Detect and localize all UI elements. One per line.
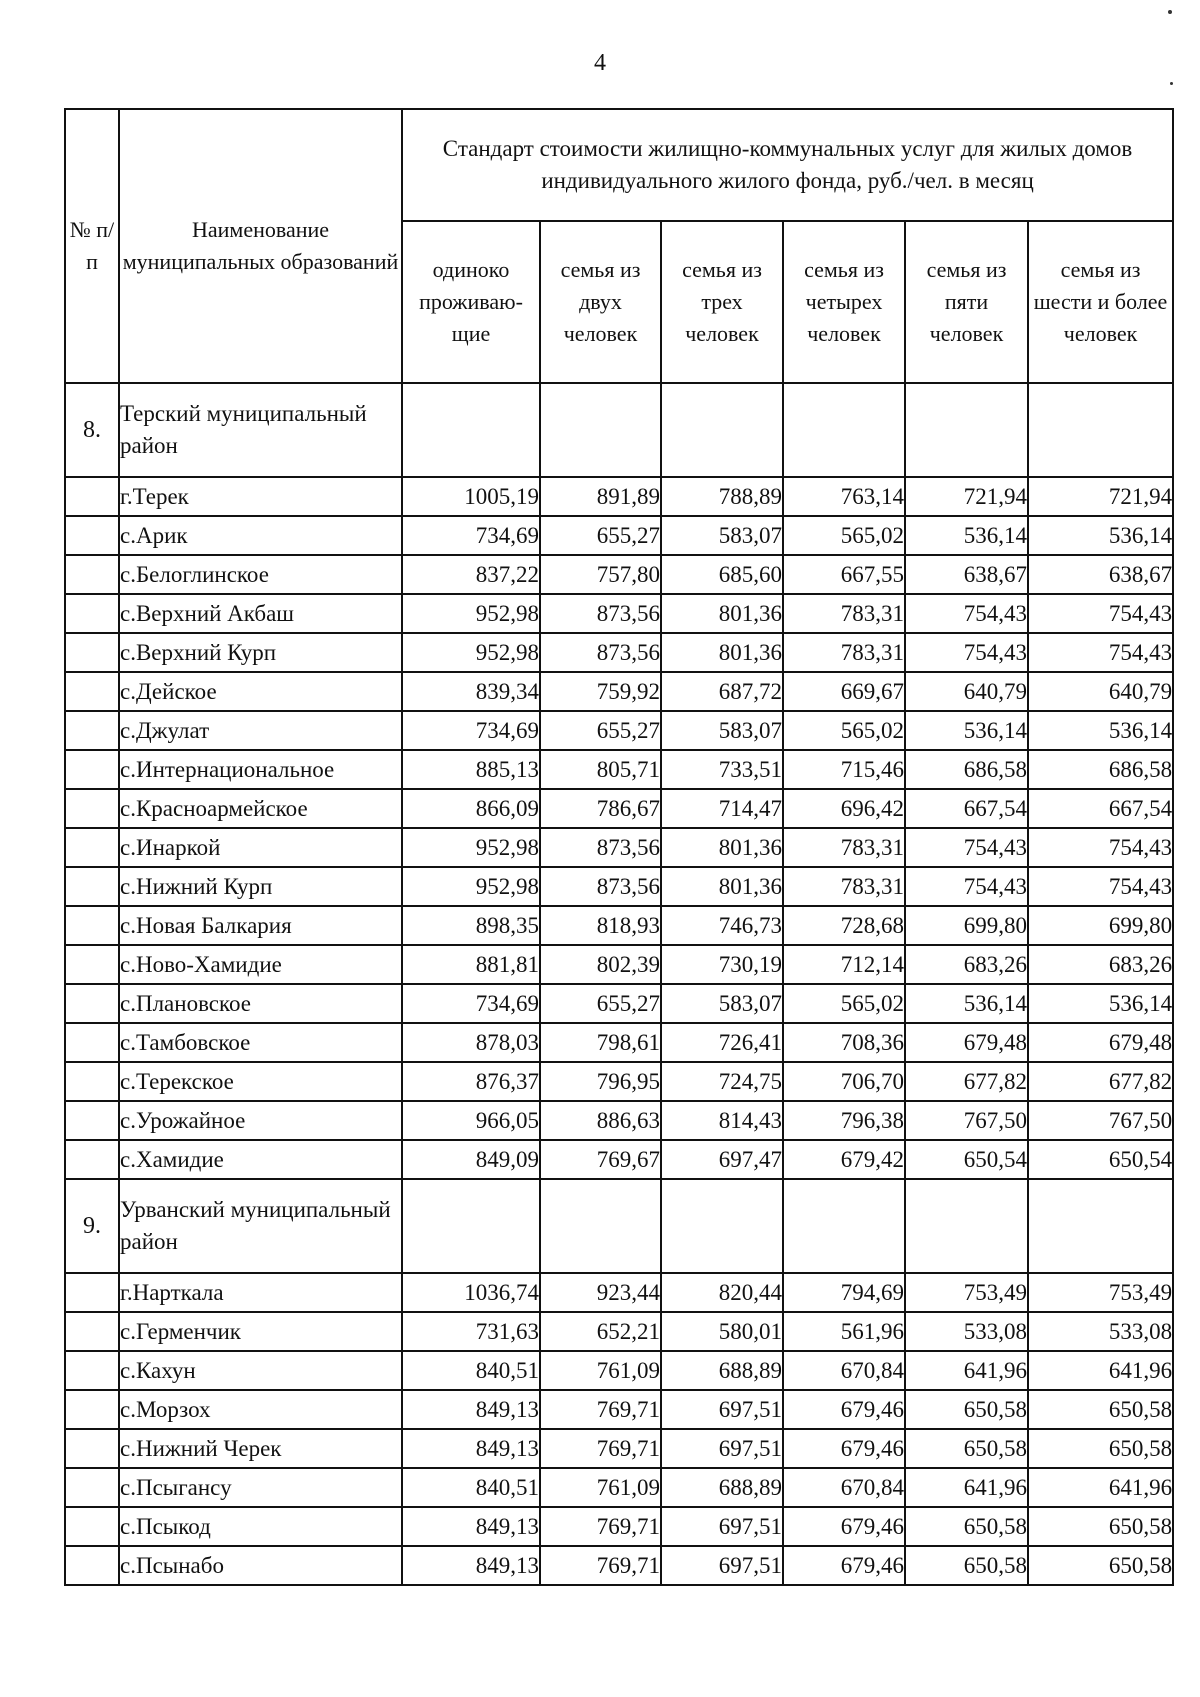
table-row	[65, 1023, 1173, 1062]
cost-value: 849,13	[402, 1507, 540, 1546]
cost-value: 754,43	[1028, 867, 1173, 906]
cost-value: 699,80	[1028, 906, 1173, 945]
page-number: 4	[594, 50, 606, 76]
cost-value: 767,50	[905, 1101, 1028, 1140]
district-name: Урванский муниципальный район	[119, 1179, 402, 1273]
cost-value: 638,67	[1028, 555, 1173, 594]
empty-cell	[402, 383, 540, 477]
settlement-name: с.Белоглинское	[119, 555, 402, 594]
cost-value: 679,42	[783, 1140, 905, 1179]
cost-value: 669,67	[783, 672, 905, 711]
cost-value: 721,94	[905, 477, 1028, 516]
table-row	[65, 750, 1173, 789]
settlement-name: с.Нижний Черек	[119, 1429, 402, 1468]
cost-value: 650,58	[1028, 1429, 1173, 1468]
cost-value: 679,46	[783, 1507, 905, 1546]
cost-value: 667,54	[905, 789, 1028, 828]
table-row	[65, 672, 1173, 711]
district-name: Терский муниципальный район	[119, 383, 402, 477]
cost-value: 714,47	[661, 789, 783, 828]
header-number-column: № п/п	[65, 109, 119, 383]
cost-value: 679,46	[783, 1429, 905, 1468]
table-row	[65, 867, 1173, 906]
row-number-cell	[65, 1062, 119, 1101]
cost-value: 730,19	[661, 945, 783, 984]
cost-value: 839,34	[402, 672, 540, 711]
cost-value: 814,43	[661, 1101, 783, 1140]
cost-value: 840,51	[402, 1351, 540, 1390]
cost-value: 769,71	[540, 1390, 661, 1429]
table-row	[65, 945, 1173, 984]
table-row	[65, 1273, 1173, 1312]
cost-value: 761,09	[540, 1351, 661, 1390]
cost-value: 796,38	[783, 1101, 905, 1140]
row-number-cell	[65, 477, 119, 516]
header-caption: Стандарт стоимости жилищно-коммунальных услуг для жилых домов индивидуального жилого фонда, руб./чел. в месяц	[402, 109, 1173, 221]
cost-value: 873,56	[540, 633, 661, 672]
cost-value: 796,95	[540, 1062, 661, 1101]
row-number-cell	[65, 984, 119, 1023]
empty-cell	[905, 1179, 1028, 1273]
cost-value: 685,60	[661, 555, 783, 594]
cost-value: 697,51	[661, 1507, 783, 1546]
row-number-cell	[65, 672, 119, 711]
cost-value: 734,69	[402, 711, 540, 750]
settlement-name: г.Нарткала	[119, 1273, 402, 1312]
table-row	[65, 1390, 1173, 1429]
empty-cell	[661, 1179, 783, 1273]
cost-value: 763,14	[783, 477, 905, 516]
cost-value: 708,36	[783, 1023, 905, 1062]
settlement-name: с.Хамидие	[119, 1140, 402, 1179]
cost-value: 849,09	[402, 1140, 540, 1179]
cost-value: 677,82	[905, 1062, 1028, 1101]
cost-value: 840,51	[402, 1468, 540, 1507]
row-number-cell	[65, 711, 119, 750]
table-body	[65, 383, 1173, 1585]
cost-value: 641,96	[1028, 1468, 1173, 1507]
cost-value: 783,31	[783, 633, 905, 672]
table-row	[65, 555, 1173, 594]
cost-value: 650,58	[905, 1546, 1028, 1585]
cost-value: 650,58	[905, 1429, 1028, 1468]
table-row	[65, 1140, 1173, 1179]
cost-value: 536,14	[905, 516, 1028, 555]
cost-value: 876,37	[402, 1062, 540, 1101]
cost-value: 734,69	[402, 984, 540, 1023]
cost-value: 728,68	[783, 906, 905, 945]
cost-value: 754,43	[905, 828, 1028, 867]
row-number-cell	[65, 516, 119, 555]
cost-value: 688,89	[661, 1468, 783, 1507]
cost-value: 873,56	[540, 828, 661, 867]
cost-value: 801,36	[661, 828, 783, 867]
cost-value: 688,89	[661, 1351, 783, 1390]
settlement-name: с.Тамбовское	[119, 1023, 402, 1062]
cost-value: 721,94	[1028, 477, 1173, 516]
table-row	[65, 1312, 1173, 1351]
district-row	[65, 383, 1173, 477]
cost-value: 952,98	[402, 828, 540, 867]
settlement-name: с.Псыгансу	[119, 1468, 402, 1507]
empty-cell	[905, 383, 1028, 477]
cost-value: 679,46	[783, 1546, 905, 1585]
cost-value: 536,14	[1028, 984, 1173, 1023]
cost-value: 641,96	[1028, 1351, 1173, 1390]
cost-value: 724,75	[661, 1062, 783, 1101]
header-col-family-2: семья из двух человек	[540, 221, 661, 383]
cost-value: 641,96	[905, 1468, 1028, 1507]
cost-value: 753,49	[1028, 1273, 1173, 1312]
cost-value: 866,09	[402, 789, 540, 828]
header-col-family-6plus: семья из шести и более человек	[1028, 221, 1173, 383]
cost-value: 686,58	[1028, 750, 1173, 789]
cost-value: 697,47	[661, 1140, 783, 1179]
header-col-family-5: семья из пяти человек	[905, 221, 1028, 383]
settlement-name: с.Герменчик	[119, 1312, 402, 1351]
cost-value: 761,09	[540, 1468, 661, 1507]
settlement-name: с.Ново-Хамидие	[119, 945, 402, 984]
district-row	[65, 1179, 1173, 1273]
cost-value: 655,27	[540, 711, 661, 750]
cost-value: 650,58	[1028, 1390, 1173, 1429]
cost-value: 966,05	[402, 1101, 540, 1140]
table-row	[65, 633, 1173, 672]
row-number-cell	[65, 1507, 119, 1546]
settlement-name: с.Дейское	[119, 672, 402, 711]
settlement-name: с.Урожайное	[119, 1101, 402, 1140]
cost-value: 952,98	[402, 594, 540, 633]
cost-value: 923,44	[540, 1273, 661, 1312]
empty-cell	[540, 383, 661, 477]
cost-value: 583,07	[661, 711, 783, 750]
settlement-name: с.Джулат	[119, 711, 402, 750]
cost-value: 686,58	[905, 750, 1028, 789]
settlement-name: с.Морзох	[119, 1390, 402, 1429]
cost-value: 754,43	[1028, 828, 1173, 867]
settlement-name: г.Терек	[119, 477, 402, 516]
table-row	[65, 789, 1173, 828]
row-number-cell	[65, 555, 119, 594]
row-number-cell	[65, 789, 119, 828]
cost-value: 886,63	[540, 1101, 661, 1140]
cost-value: 536,14	[1028, 516, 1173, 555]
row-number-cell	[65, 1312, 119, 1351]
cost-value: 794,69	[783, 1273, 905, 1312]
cost-value: 565,02	[783, 711, 905, 750]
header-name-column: Наименование муниципальных образований	[119, 109, 402, 383]
settlement-name: с.Арик	[119, 516, 402, 555]
row-number-cell	[65, 1140, 119, 1179]
table-row	[65, 828, 1173, 867]
header-col-single: одиноко проживаю-щие	[402, 221, 540, 383]
cost-value: 650,58	[905, 1390, 1028, 1429]
cost-value: 650,58	[1028, 1507, 1173, 1546]
table-row	[65, 477, 1173, 516]
cost-value: 652,21	[540, 1312, 661, 1351]
table-row	[65, 1507, 1173, 1546]
cost-value: 650,54	[905, 1140, 1028, 1179]
cost-value: 754,43	[1028, 594, 1173, 633]
cost-value: 696,42	[783, 789, 905, 828]
cost-value: 583,07	[661, 984, 783, 1023]
table-row	[65, 1351, 1173, 1390]
cost-value: 801,36	[661, 594, 783, 633]
cost-value: 746,73	[661, 906, 783, 945]
empty-cell	[1028, 1179, 1173, 1273]
row-number-cell	[65, 945, 119, 984]
cost-value: 818,93	[540, 906, 661, 945]
table-row	[65, 711, 1173, 750]
cost-value: 683,26	[905, 945, 1028, 984]
cost-value: 849,13	[402, 1546, 540, 1585]
cost-value: 650,58	[905, 1507, 1028, 1546]
table-row	[65, 516, 1173, 555]
header-col-family-3: семья из трех человек	[661, 221, 783, 383]
cost-value: 759,92	[540, 672, 661, 711]
cost-value: 754,43	[905, 633, 1028, 672]
cost-value: 561,96	[783, 1312, 905, 1351]
cost-value: 783,31	[783, 828, 905, 867]
cost-value: 667,55	[783, 555, 905, 594]
cost-value: 849,13	[402, 1429, 540, 1468]
cost-value: 670,84	[783, 1468, 905, 1507]
district-number: 8.	[65, 383, 119, 477]
cost-value: 878,03	[402, 1023, 540, 1062]
table-row	[65, 1468, 1173, 1507]
cost-value: 769,71	[540, 1546, 661, 1585]
cost-value: 706,70	[783, 1062, 905, 1101]
cost-value: 734,69	[402, 516, 540, 555]
cost-value: 820,44	[661, 1273, 783, 1312]
row-number-cell	[65, 1023, 119, 1062]
settlement-name: с.Инаркой	[119, 828, 402, 867]
cost-value: 533,08	[905, 1312, 1028, 1351]
cost-value: 733,51	[661, 750, 783, 789]
settlement-name: с.Псыкод	[119, 1507, 402, 1546]
cost-value: 805,71	[540, 750, 661, 789]
cost-value: 769,71	[540, 1507, 661, 1546]
cost-value: 670,84	[783, 1351, 905, 1390]
cost-value: 638,67	[905, 555, 1028, 594]
empty-cell	[783, 1179, 905, 1273]
row-number-cell	[65, 867, 119, 906]
district-number: 9.	[65, 1179, 119, 1273]
cost-standard-table	[64, 108, 1174, 1586]
cost-value: 697,51	[661, 1429, 783, 1468]
cost-value: 565,02	[783, 516, 905, 555]
settlement-name: с.Псынабо	[119, 1546, 402, 1585]
scan-mark	[1170, 82, 1173, 85]
cost-value: 769,67	[540, 1140, 661, 1179]
row-number-cell	[65, 828, 119, 867]
cost-value: 536,14	[905, 984, 1028, 1023]
table-row	[65, 1062, 1173, 1101]
cost-value: 697,51	[661, 1546, 783, 1585]
cost-value: 754,43	[905, 867, 1028, 906]
table-row	[65, 1101, 1173, 1140]
table-row	[65, 1546, 1173, 1585]
cost-value: 679,48	[1028, 1023, 1173, 1062]
cost-value: 786,67	[540, 789, 661, 828]
cost-value: 687,72	[661, 672, 783, 711]
cost-value: 726,41	[661, 1023, 783, 1062]
cost-value: 1036,74	[402, 1273, 540, 1312]
cost-value: 580,01	[661, 1312, 783, 1351]
settlement-name: с.Интернациональное	[119, 750, 402, 789]
cost-value: 881,81	[402, 945, 540, 984]
cost-value: 731,63	[402, 1312, 540, 1351]
settlement-name: с.Верхний Акбаш	[119, 594, 402, 633]
cost-value: 891,89	[540, 477, 661, 516]
cost-value: 715,46	[783, 750, 905, 789]
cost-value: 801,36	[661, 867, 783, 906]
table-row	[65, 906, 1173, 945]
header-col-family-4: семья из четырех человек	[783, 221, 905, 383]
cost-value: 754,43	[905, 594, 1028, 633]
row-number-cell	[65, 906, 119, 945]
cost-value: 837,22	[402, 555, 540, 594]
settlement-name: с.Верхний Курп	[119, 633, 402, 672]
empty-cell	[661, 383, 783, 477]
cost-value: 898,35	[402, 906, 540, 945]
scan-mark	[1168, 10, 1172, 14]
cost-value: 650,54	[1028, 1140, 1173, 1179]
cost-value: 536,14	[1028, 711, 1173, 750]
table-row	[65, 984, 1173, 1023]
settlement-name: с.Нижний Курп	[119, 867, 402, 906]
cost-value: 783,31	[783, 867, 905, 906]
row-number-cell	[65, 1546, 119, 1585]
row-number-cell	[65, 1273, 119, 1312]
empty-cell	[402, 1179, 540, 1273]
cost-value: 640,79	[905, 672, 1028, 711]
cost-value: 536,14	[905, 711, 1028, 750]
row-number-cell	[65, 1351, 119, 1390]
cost-value: 952,98	[402, 867, 540, 906]
cost-value: 798,61	[540, 1023, 661, 1062]
cost-value: 769,71	[540, 1429, 661, 1468]
row-number-cell	[65, 1390, 119, 1429]
empty-cell	[783, 383, 905, 477]
cost-value: 754,43	[1028, 633, 1173, 672]
row-number-cell	[65, 750, 119, 789]
cost-value: 1005,19	[402, 477, 540, 516]
settlement-name: с.Кахун	[119, 1351, 402, 1390]
settlement-name: с.Терекское	[119, 1062, 402, 1101]
cost-value: 788,89	[661, 477, 783, 516]
cost-value: 679,48	[905, 1023, 1028, 1062]
cost-value: 783,31	[783, 594, 905, 633]
cost-value: 873,56	[540, 594, 661, 633]
cost-value: 849,13	[402, 1390, 540, 1429]
row-number-cell	[65, 1101, 119, 1140]
empty-cell	[1028, 383, 1173, 477]
settlement-name: с.Плановское	[119, 984, 402, 1023]
cost-value: 655,27	[540, 984, 661, 1023]
empty-cell	[540, 1179, 661, 1273]
cost-value: 650,58	[1028, 1546, 1173, 1585]
cost-value: 699,80	[905, 906, 1028, 945]
cost-value: 757,80	[540, 555, 661, 594]
row-number-cell	[65, 633, 119, 672]
cost-value: 683,26	[1028, 945, 1173, 984]
cost-value: 885,13	[402, 750, 540, 789]
cost-value: 802,39	[540, 945, 661, 984]
cost-value: 565,02	[783, 984, 905, 1023]
cost-value: 677,82	[1028, 1062, 1173, 1101]
cost-value: 533,08	[1028, 1312, 1173, 1351]
cost-value: 697,51	[661, 1390, 783, 1429]
cost-value: 667,54	[1028, 789, 1173, 828]
cost-value: 641,96	[905, 1351, 1028, 1390]
cost-value: 640,79	[1028, 672, 1173, 711]
row-number-cell	[65, 1468, 119, 1507]
cost-value: 583,07	[661, 516, 783, 555]
cost-value: 873,56	[540, 867, 661, 906]
cost-value: 952,98	[402, 633, 540, 672]
table-row	[65, 1429, 1173, 1468]
row-number-cell	[65, 1429, 119, 1468]
cost-value: 753,49	[905, 1273, 1028, 1312]
cost-value: 679,46	[783, 1390, 905, 1429]
cost-value: 712,14	[783, 945, 905, 984]
row-number-cell	[65, 594, 119, 633]
cost-value: 767,50	[1028, 1101, 1173, 1140]
settlement-name: с.Новая Балкария	[119, 906, 402, 945]
table-row	[65, 594, 1173, 633]
cost-value: 655,27	[540, 516, 661, 555]
cost-value: 801,36	[661, 633, 783, 672]
settlement-name: с.Красноармейское	[119, 789, 402, 828]
